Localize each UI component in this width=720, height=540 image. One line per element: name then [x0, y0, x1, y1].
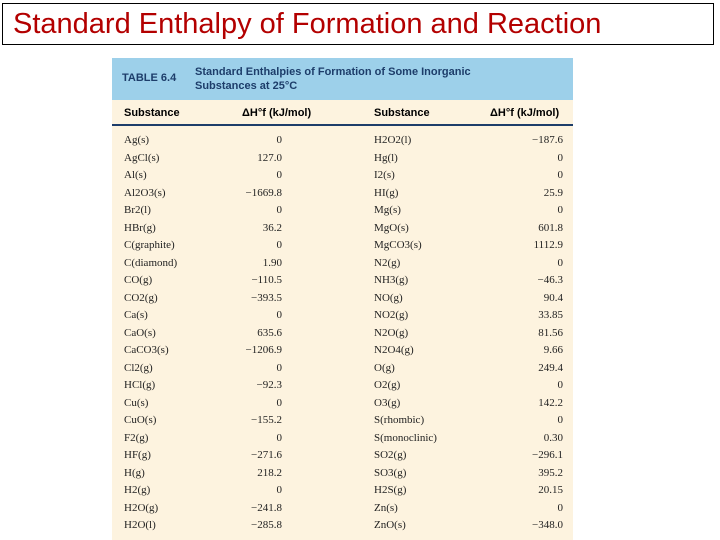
enthalpy-value-cell: −271.6 [251, 449, 282, 461]
enthalpy-value-cell: −241.8 [251, 501, 282, 514]
enthalpy-value-cell: −92.3 [256, 379, 282, 391]
enthalpy-value-cell: 395.2 [538, 466, 563, 479]
substance-cell: NO2(g) [374, 309, 409, 321]
substance-cell: CO2(g) [124, 291, 158, 304]
enthalpy-value-cell: 249.4 [538, 361, 563, 374]
table-caption-line1: Standard Enthalpies of Formation of Some Inorganic [195, 66, 471, 78]
slide-title: Standard Enthalpy of Formation and Reaction [2, 3, 714, 45]
enthalpy-value-cell: 0 [276, 484, 282, 496]
table-row [112, 430, 573, 448]
enthalpy-value-cell: 0 [557, 256, 563, 269]
substance-cell: C(diamond) [124, 256, 178, 269]
enthalpy-value-cell: −285.8 [251, 519, 282, 531]
table-label: TABLE 6.4 [122, 72, 177, 84]
enthalpy-value-cell: 90.4 [543, 291, 563, 304]
substance-cell: Ca(s) [124, 309, 148, 321]
substance-cell: H2O(g) [124, 501, 159, 514]
enthalpy-value-cell: 0 [276, 134, 282, 146]
enthalpy-value-cell: −348.0 [532, 519, 563, 531]
substance-cell: HI(g) [374, 186, 399, 199]
enthalpy-value-cell: −393.5 [251, 291, 282, 304]
substance-cell: Mg(s) [374, 204, 401, 216]
enthalpy-value-cell: −110.5 [251, 274, 282, 286]
enthalpy-value-cell: 1112.9 [533, 239, 563, 251]
enthalpy-value-cell: 0 [557, 151, 563, 164]
column-header-row [112, 106, 573, 126]
enthalpy-value-cell: 0 [276, 309, 282, 321]
substance-cell: CuO(s) [124, 414, 157, 426]
enthalpy-value-cell: 601.8 [538, 221, 563, 234]
substance-cell: SO2(g) [374, 449, 407, 461]
enthalpy-value-cell: 81.56 [538, 326, 563, 339]
enthalpy-value-cell: 0 [557, 501, 563, 514]
col-header-enthalpy-left: ΔH°f (kJ/mol) [242, 107, 312, 119]
table-row [112, 500, 573, 518]
table-row [112, 517, 573, 535]
table-row [112, 482, 573, 500]
substance-cell: Al2O3(s) [124, 186, 166, 199]
enthalpy-value-cell: 33.85 [538, 309, 563, 321]
substance-cell: CO(g) [124, 274, 153, 286]
table-row [112, 412, 573, 430]
substance-cell: NH3(g) [374, 274, 409, 286]
enthalpy-value-cell: 1.90 [262, 256, 282, 269]
enthalpy-value-cell: −1206.9 [245, 344, 282, 356]
table-row [112, 272, 573, 290]
table-row [112, 360, 573, 378]
enthalpy-value-cell: 0 [557, 204, 563, 216]
substance-cell: N2O(g) [374, 326, 409, 339]
enthalpy-value-cell: 20.15 [538, 484, 563, 496]
table-row [112, 220, 573, 238]
substance-cell: NO(g) [374, 291, 403, 304]
substance-cell: Hg(l) [374, 151, 398, 164]
substance-cell: O(g) [374, 361, 395, 374]
substance-cell: H2O2(l) [374, 134, 412, 146]
enthalpy-value-cell: 0 [276, 431, 282, 444]
enthalpy-value-cell: −1669.8 [245, 186, 282, 199]
enthalpy-value-cell: 25.9 [543, 186, 563, 199]
table-row [112, 150, 573, 168]
table-row [112, 325, 573, 343]
substance-cell: ZnO(s) [374, 519, 406, 531]
table-row [112, 255, 573, 273]
table-caption-line2: Substances at 25°C [195, 80, 298, 92]
substance-cell: Ag(s) [124, 134, 150, 146]
substance-cell: HBr(g) [124, 221, 156, 234]
substance-cell: MgCO3(s) [374, 239, 422, 251]
table-caption [195, 65, 565, 93]
substance-cell: Cu(s) [124, 396, 149, 409]
enthalpy-value-cell: 0 [276, 396, 282, 409]
substance-cell: N2(g) [374, 256, 401, 269]
enthalpy-value-cell: 0 [276, 239, 282, 251]
substance-cell: Zn(s) [374, 501, 398, 514]
substance-cell: HCl(g) [124, 379, 156, 391]
table-row [112, 307, 573, 325]
substance-cell: Cl2(g) [124, 361, 153, 374]
col-header-substance-left: Substance [124, 107, 180, 119]
table-header-band [112, 58, 573, 100]
substance-cell: SO3(g) [374, 466, 407, 479]
substance-cell: H2O(l) [124, 519, 156, 531]
enthalpy-value-cell: 0 [557, 414, 563, 426]
substance-cell: N2O4(g) [374, 344, 414, 356]
substance-cell: S(rhombic) [374, 414, 425, 426]
enthalpy-value-cell: 0 [276, 204, 282, 216]
enthalpy-value-cell: 36.2 [262, 221, 282, 234]
enthalpy-value-cell: 142.2 [538, 396, 563, 409]
enthalpy-value-cell: 127.0 [257, 151, 282, 164]
enthalpy-value-cell: 0 [557, 379, 563, 391]
substance-cell: Br2(l) [124, 204, 151, 216]
substance-cell: HF(g) [124, 449, 151, 461]
table-body [112, 132, 573, 535]
enthalpy-value-cell: −46.3 [537, 274, 563, 286]
substance-cell: C(graphite) [124, 239, 175, 251]
table-row [112, 202, 573, 220]
table-row [112, 237, 573, 255]
substance-cell: I2(s) [374, 169, 395, 181]
enthalpy-value-cell: 9.66 [543, 344, 563, 356]
col-header-substance-right: Substance [374, 107, 430, 119]
enthalpy-value-cell: 0.30 [543, 431, 563, 444]
substance-cell: O3(g) [374, 396, 401, 409]
substance-cell: MgO(s) [374, 221, 409, 234]
table-row [112, 377, 573, 395]
table-row [112, 290, 573, 308]
table-row [112, 132, 573, 150]
enthalpy-value-cell: 218.2 [257, 466, 282, 479]
enthalpy-value-cell: 0 [276, 361, 282, 374]
col-header-enthalpy-right: ΔH°f (kJ/mol) [490, 107, 560, 119]
table-row [112, 395, 573, 413]
substance-cell: Al(s) [124, 169, 147, 181]
enthalpy-table [112, 58, 573, 540]
table-row [112, 342, 573, 360]
substance-cell: H2S(g) [374, 484, 407, 496]
table-row [112, 465, 573, 483]
enthalpy-value-cell: 0 [557, 169, 563, 181]
table-row [112, 167, 573, 185]
substance-cell: H(g) [124, 466, 145, 479]
table-row [112, 447, 573, 465]
substance-cell: F2(g) [124, 431, 149, 444]
table-row [112, 185, 573, 203]
enthalpy-value-cell: 0 [276, 169, 282, 181]
enthalpy-value-cell: −187.6 [532, 134, 563, 146]
substance-cell: S(monoclinic) [374, 431, 437, 444]
enthalpy-value-cell: −155.2 [251, 414, 282, 426]
substance-cell: AgCl(s) [124, 151, 160, 164]
enthalpy-value-cell: −296.1 [532, 449, 563, 461]
enthalpy-value-cell: 635.6 [257, 326, 282, 339]
substance-cell: O2(g) [374, 379, 401, 391]
substance-cell: H2(g) [124, 484, 151, 496]
substance-cell: CaCO3(s) [124, 344, 169, 356]
substance-cell: CaO(s) [124, 326, 156, 339]
